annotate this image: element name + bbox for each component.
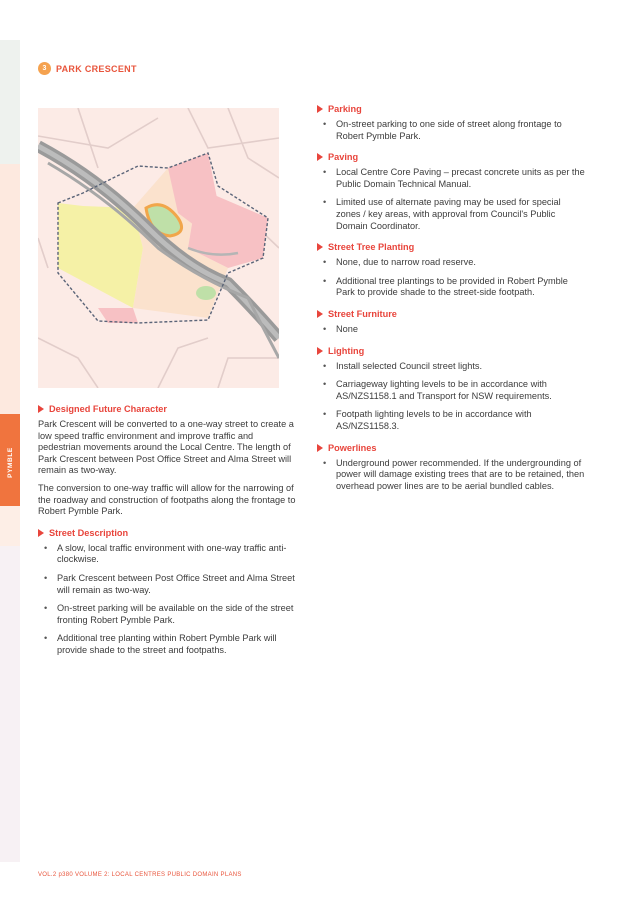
section-lighting — [317, 346, 587, 433]
section-heading: Street Furniture — [317, 309, 587, 319]
list-item: • None, due to narrow road reserve. — [317, 257, 587, 269]
list-item: • On-street parking to one side of street along frontage to Robert Pymble Park. — [317, 119, 587, 142]
list-item: • Additional tree plantings to be provided in Robert Pymble Park to provide shade to the street-side footpath. — [317, 276, 587, 299]
section-paving — [317, 152, 587, 232]
side-tab-1[interactable] — [0, 40, 20, 164]
arrow-right-icon — [38, 529, 44, 537]
arrow-right-icon — [317, 347, 323, 355]
section-designed-future-character — [38, 404, 296, 518]
section-heading: Parking — [317, 104, 587, 114]
side-tab-5[interactable] — [0, 546, 20, 862]
list-item: • Underground power recommended. If the undergrounding of power will damage existing trees that are to be retained, then overhead power lines are to be aerial bundled cables. — [317, 458, 587, 493]
map-icon — [38, 108, 279, 388]
bullet-list — [317, 257, 587, 299]
right-column — [317, 104, 587, 502]
list-item: • Local Centre Core Paving – precast concrete units as per the Public Domain Technical Manual. — [317, 167, 587, 190]
list-item: • Park Crescent between Post Office Street and Alma Street will remain as two-way. — [38, 573, 296, 596]
list-item: • Carriageway lighting levels to be in accordance with AS/NZS1158.1 and Transport for NSW requirements. — [317, 379, 587, 402]
section-heading: Powerlines — [317, 443, 587, 453]
section-heading: Designed Future Character — [38, 404, 296, 414]
list-item: • Footpath lighting levels to be in accordance with AS/NZS1158.3. — [317, 409, 587, 432]
section-heading: Paving — [317, 152, 587, 162]
arrow-right-icon — [317, 243, 323, 251]
section-parking — [317, 104, 587, 142]
list-item: • Additional tree planting within Robert Pymble Park will provide shade to the street and footpaths. — [38, 633, 296, 656]
paragraph: Park Crescent will be converted to a one-way street to create a low speed traffic environment and improve traffic and pedestrian movements around the Local Centre. The length of Park Crescent between Post Office Street and Alma Street will remain as two-way. — [38, 419, 294, 476]
side-tabs — [0, 40, 20, 862]
bullet-list — [38, 543, 296, 657]
section-heading: Lighting — [317, 346, 587, 356]
section-street-furniture — [317, 309, 587, 336]
arrow-right-icon — [317, 153, 323, 161]
section-number-badge: 3 — [38, 62, 51, 75]
section-street-tree-planting — [317, 242, 587, 299]
paragraph: The conversion to one-way traffic will allow for the narrowing of the roadway and construction of footpaths along the frontage to Robert Pymble Park. — [38, 482, 296, 517]
section-heading: Street Tree Planting — [317, 242, 587, 252]
list-item: • On-street parking will be available on the side of the street fronting Robert Pymble Park. — [38, 603, 296, 626]
arrow-right-icon — [317, 310, 323, 318]
arrow-right-icon — [317, 444, 323, 452]
section-powerlines — [317, 443, 587, 493]
page-header — [38, 62, 137, 75]
list-item: • Limited use of alternate paving may be used for special zones / key areas, with approval from Council's Public Domain Coordinator. — [317, 197, 587, 232]
section-street-description — [38, 528, 296, 657]
precinct-map — [38, 108, 279, 388]
list-item: • Install selected Council street lights. — [317, 361, 587, 373]
side-tab-2[interactable] — [0, 164, 20, 414]
left-column — [38, 404, 296, 667]
arrow-right-icon — [317, 105, 323, 113]
list-item: • None — [317, 324, 587, 336]
page-footer: VOL.2 p380 VOLUME 2: LOCAL CENTRES PUBLIC DOMAIN PLANS — [38, 872, 242, 878]
arrow-right-icon — [38, 405, 44, 413]
side-tab-4[interactable] — [0, 506, 20, 546]
bullet-list — [317, 361, 587, 433]
bullet-list — [317, 167, 587, 232]
bullet-list — [317, 119, 587, 142]
bullet-list — [317, 458, 587, 493]
section-heading: Street Description — [38, 528, 296, 538]
list-item: • A slow, local traffic environment with one-way traffic anti-clockwise. — [38, 543, 296, 566]
bullet-list — [317, 324, 587, 336]
side-tab-label: PYMBLE — [6, 446, 14, 478]
page-title: PARK CRESCENT — [56, 63, 137, 74]
